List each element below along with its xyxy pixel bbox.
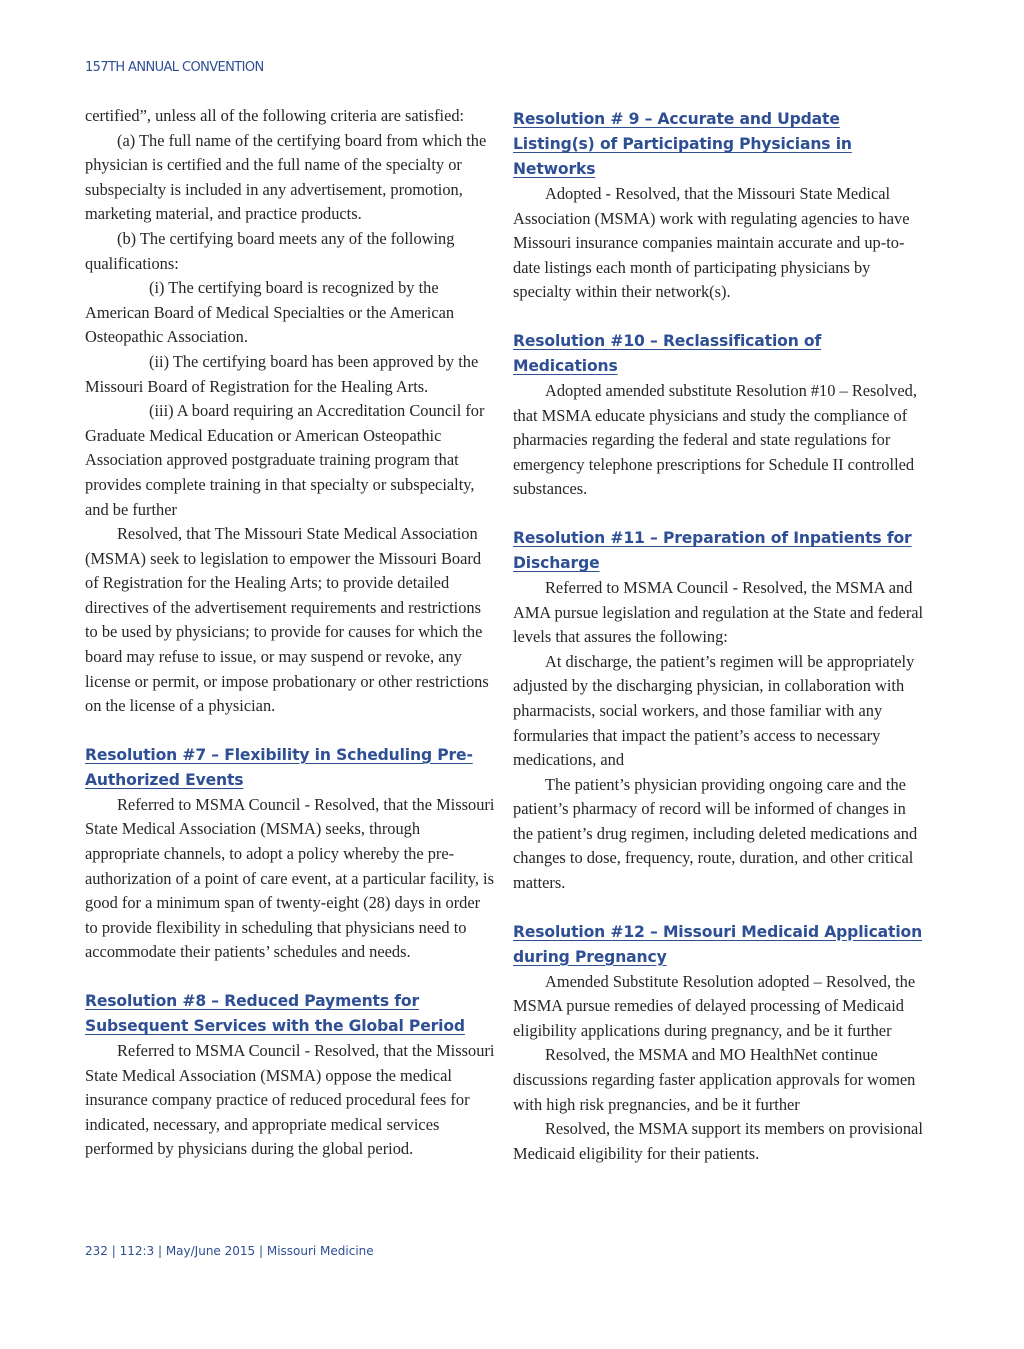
resolution-12-body: Resolved, the MSMA support its members on provisional Medicaid eligibility for their patients.: [513, 1119, 923, 1163]
resolution-12-heading: Resolution #12 – Missouri Medicaid Application during Pregnancy: [513, 922, 923, 966]
resolution-9-body: Adopted - Resolved, that the Missouri State Medical Association (MSMA) work with regulating agencies to have Missouri insurance companies maintain accurate and up-to-date listings each month of participating physicians by specialty within their network(s).: [513, 184, 910, 302]
resolution-9-heading: Resolution # 9 – Accurate and Update Listing(s) of Participating Physicians in Networks: [513, 110, 852, 178]
resolution-8-heading: Resolution #8 – Reduced Payments for Subsequent Services with the Global Period: [85, 992, 465, 1035]
running-head: 157TH ANNUAL CONVENTION: [85, 60, 264, 75]
paragraph: (ii) The certifying board has been approved by the Missouri Board of Registration for the Healing Arts.: [85, 351, 479, 396]
paragraph: (i) The certifying board is recognized by the American Board of Medical Specialties or the American Osteopathic Association.: [85, 278, 455, 347]
paragraph: (iii) A board requiring an Accreditation Council for Graduate Medical Education or American Osteopathic Association approved postgraduate training program that provides complete training in that specialty or subspecialty, and be further: [85, 401, 485, 519]
resolution-11-heading: Resolution #11 – Preparation of Inpatients for Discharge: [513, 528, 912, 572]
resolution-11-body: At discharge, the patient’s regimen will be appropriately adjusted by the discharging physician, in collaboration with pharmacists, social workers, and those familiar with any formularies that impact the patient’s access to necessary medications, and: [513, 651, 915, 770]
resolution-7-heading: Resolution #7 – Flexibility in Scheduling Pre-Authorized Events: [85, 745, 473, 789]
resolution-12-body: Resolved, the MSMA and MO HealthNet continue discussions regarding faster application approvals for women with high risk pregnancies, and be it further: [513, 1045, 916, 1114]
paragraph: Resolved, that The Missouri State Medical Association (MSMA) seek to legislation to empower the Missouri Board of Registration for the Healing Arts; to provide detailed directives of the advertisement requirements and restrictions to be used by physicians; to provide for causes for which the board may refuse to issue, or may suspend or revoke, any license or permit, or impose probationary or other restrictions on the license of a physician.: [85, 524, 489, 716]
paragraph: certified”, unless all of the following criteria are satisfied:: [85, 106, 465, 125]
resolution-12-body: Amended Substitute Resolution adopted – Resolved, the MSMA pursue remedies of delayed processing of Medicaid eligibility applications during pregnancy, and be it further: [513, 971, 916, 1040]
paragraph: (b) The certifying board meets any of the following qualifications:: [85, 228, 455, 273]
resolution-8-body: Referred to MSMA Council - Resolved, that the Missouri State Medical Association (MSMA) oppose the medical insurance company practice of reduced procedural fees for indicated, necessary, and appropriate medical services performed by physicians during the global period.: [85, 1041, 495, 1159]
page-footer: 232 | 112:3 | May/June 2015 | Missouri Medicine: [85, 1244, 374, 1258]
left-column: [85, 104, 495, 1162]
resolution-7-body: Referred to MSMA Council - Resolved, that the Missouri State Medical Association (MSMA) seeks, through appropriate channels, to adopt a policy whereby the pre-authorization of a point of care event, at a particular facility, is good for a minimum span of twenty-eight (28) days in order to provide flexibility in scheduling that physicians need to accommodate their patients’ schedules and needs.: [85, 794, 495, 962]
resolution-10-heading: Resolution #10 – Reclassification of Medications: [513, 331, 822, 375]
resolution-10-body: Adopted amended substitute Resolution #10 – Resolved, that MSMA educate physicians and study the compliance of pharmacies regarding the federal and state regulations for emergency telephone prescriptions for Schedule II controlled substances.: [513, 380, 917, 499]
paragraph: (a) The full name of the certifying board from which the physician is certified and the full name of the specialty or subspecialty is included in any advertisement, promotion, marketing material, and practice products.: [85, 130, 487, 224]
right-column: [513, 107, 925, 1166]
resolution-11-body: Referred to MSMA Council - Resolved, the MSMA and AMA pursue legislation and regulation at the State and federal levels that assures the following:: [513, 577, 924, 647]
resolution-11-body: The patient’s physician providing ongoing care and the patient’s pharmacy of record will be informed of changes in the patient’s drug regimen, including deleted medications and changes to dose, frequency, route, duration, and other critical matters.: [513, 774, 918, 893]
